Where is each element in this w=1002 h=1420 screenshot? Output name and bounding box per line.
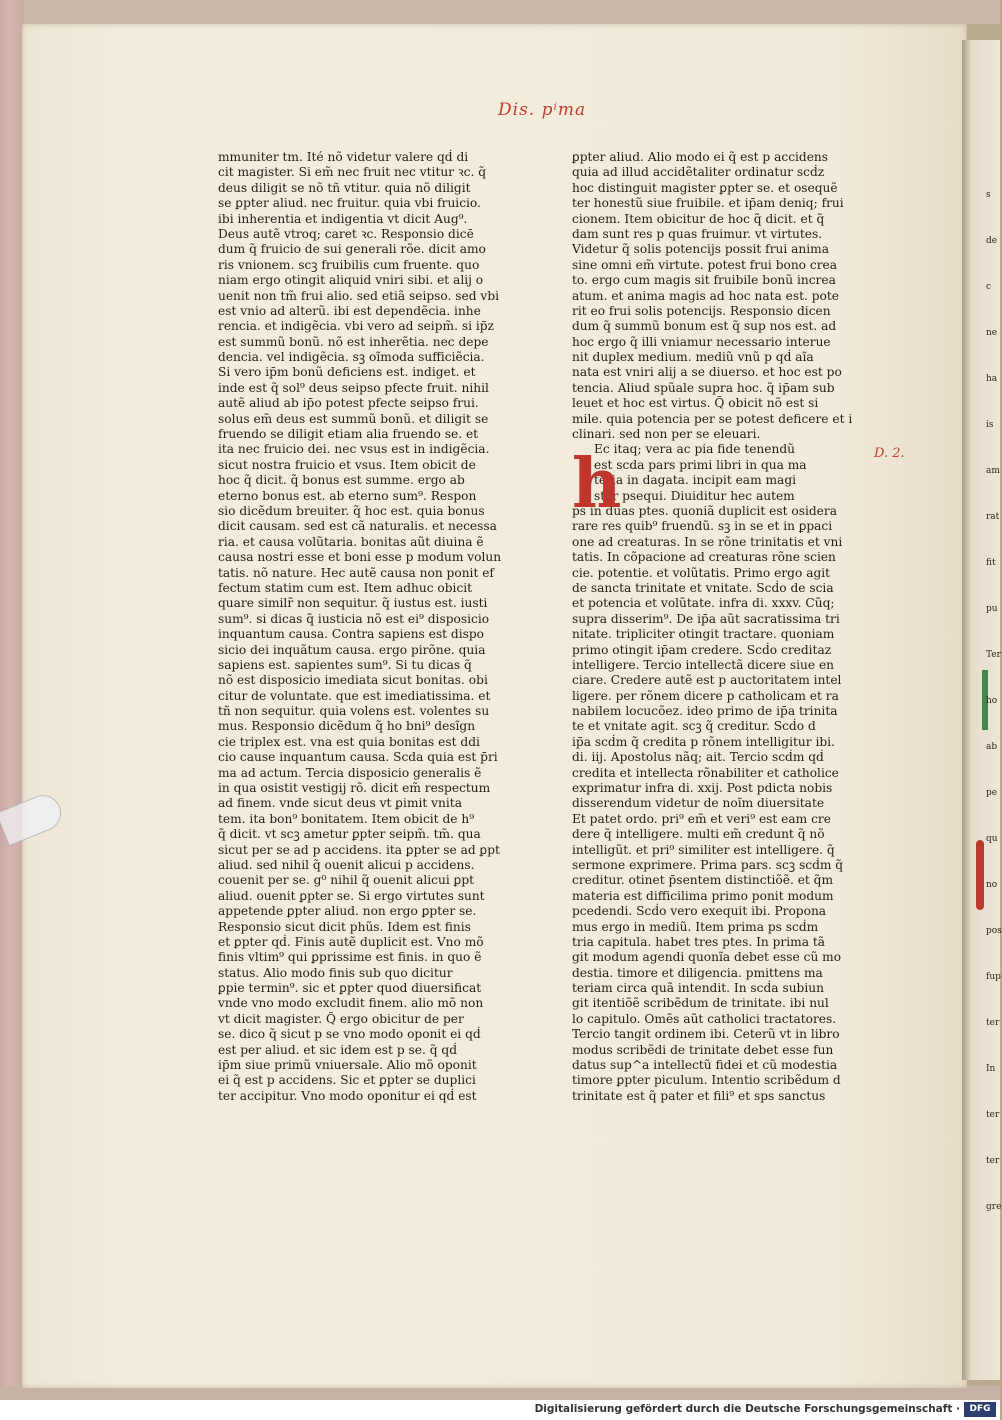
- next-page-fragment: ha: [986, 374, 998, 384]
- text-line: di. iij. Apostolus nãq; ait. Tercio scḋm qḋ: [572, 750, 824, 765]
- text-line: atum. et anima magis ad hoc nata est. pote: [572, 288, 840, 303]
- text-line: timore ꝑpter piculum. Intentio scribẽdum d: [572, 1073, 841, 1088]
- text-line: cio cause inquantum causa. Scda quia est p̄ri: [218, 750, 498, 765]
- text-line: materia est difficilima primo ponit modum: [572, 888, 834, 903]
- text-line: nõ est disposicio imediata sicut bonitas. obi: [218, 673, 488, 688]
- text-line: sapiens est. sapientes sum⁹. Si tu dicas q̃: [218, 657, 472, 672]
- text-line: rencia. et indigẽcia. vbi vero ad seipm̃. si ip̄z: [218, 319, 494, 334]
- next-page-fragment: ter: [986, 1110, 1000, 1120]
- next-page-fragment: fup: [986, 972, 1001, 982]
- text-line: ter accipitur. Vno modo oponitur ei qḋ est: [218, 1088, 477, 1103]
- text-line: ria. et causa volũtaria. bonitas aũt diuina ẽ: [218, 534, 484, 549]
- text-line: uenit non tm̃ frui alio. sed etiã seipso. sed vbi: [218, 288, 500, 303]
- text-line: intelligere. Tercio intellectã dicere siue en: [572, 657, 835, 672]
- right-column: [572, 150, 864, 1104]
- next-page-fragment: pu: [986, 604, 998, 614]
- text-line: ligere. per rõnem dicere p catholicam et ra: [572, 688, 839, 703]
- text-line: dere q̃ intelligere. multi em̃ credunt q̃ nõ: [572, 827, 825, 842]
- text-line: Et patet ordo. pri⁹ em̃ et veri⁹ est eam cre: [572, 811, 831, 826]
- next-page-fragment: fit: [986, 558, 996, 568]
- text-line: mile. quia potencia per se potest deficere et i: [572, 411, 853, 426]
- text-line: ibi inherentia et indigentia vt dicit Aug⁹.: [218, 211, 468, 226]
- text-line: git modum agendi quonĩa debet esse cũ mo: [572, 950, 842, 965]
- text-line: dum q̃ summũ bonum est q̃ sup nos est. ad: [572, 319, 837, 334]
- text-line: q̃ dicit. vt scꝫ ametur ꝑpter seipm̃. tm̃. qua: [218, 827, 481, 842]
- text-line: quia ad illud accidẽtaliter ordinatur scḋz: [572, 165, 825, 180]
- text-line: hoc ergo q̃ illi vniamur necessario interue: [572, 334, 831, 349]
- text-line: destia. timore et diligencia. pmittens ma: [572, 965, 823, 980]
- dfg-logo: DFG: [964, 1402, 996, 1417]
- text-line: ad finem. vnde sicut deus vt ꝑimit vnita: [218, 796, 462, 811]
- binding-edge-left: [0, 0, 24, 1400]
- text-line: citur de voluntate. que est imediatissima. et: [218, 688, 491, 703]
- text-line: Videtur q̃ solis potencijs possit frui anima: [572, 242, 829, 257]
- text-line: sine omni em̃ virtute. potest frui bono crea: [572, 257, 838, 272]
- text-line: ꝑpter aliud. Alio modo ei q̃ est p accidens: [572, 150, 829, 164]
- binding-edge-bottom: [0, 1386, 1000, 1400]
- text-line: quare similr̃ non sequitur. q̃ iustus est. iusti: [218, 596, 488, 611]
- text-line: est vnio ad alterũ. ibi est dependẽcia. inhe: [218, 303, 481, 318]
- next-page-fragment: no: [986, 880, 998, 890]
- next-page-fragment: pos: [986, 926, 1002, 936]
- text-line: tñ non sequitur. quia volens est. volentes su: [218, 704, 490, 719]
- next-page-fragment: qu: [986, 834, 998, 844]
- text-line: et ꝑpter qḋ. Finis autẽ duplicit est. Vno mõ: [218, 934, 484, 949]
- text-line: deus diligit se nõ tñ vtitur. quia nõ diligit: [218, 180, 471, 195]
- text-line: teria in dagata. incipit eam magi: [594, 473, 797, 488]
- text-line: tatis. nõ nature. Hec autẽ causa non ponit ef: [218, 565, 494, 580]
- text-line: ster psequi. Diuiditur hec autem: [594, 488, 795, 503]
- text-line: pcedendi. Scḋo vero exequit ibi. Propona: [572, 904, 827, 919]
- text-line: Ec itaq; vera ac pia fide tenendũ: [594, 442, 795, 457]
- text-line: hoc distinguit magister ꝑpter se. et osequẽ: [572, 180, 838, 195]
- text-line: rare res quib⁹ fruendũ. sꝫ in se et in ꝑpaci: [572, 519, 833, 534]
- text-line: Si vero ip̄m bonũ deficiens est. indiget. et: [218, 365, 476, 380]
- next-page-fragment: de: [986, 236, 998, 246]
- next-page-fragment: pe: [986, 788, 998, 798]
- text-line: modus scribẽdi de trinitate debet esse fun: [572, 1042, 834, 1057]
- text-line: Tercio tangit ordinem ibi. Ceterũ vt in libro: [572, 1027, 840, 1042]
- footer-credit: Digitalisierung gefördert durch die Deutsche Forschungsgemeinschaft ·: [534, 1403, 960, 1415]
- text-line: mus ergo in mediũ. Item prima ps scḋm: [572, 919, 819, 934]
- text-line: se. dico q̃ sicut p se vno modo oponit ei qḋ: [218, 1027, 481, 1042]
- text-line: tem. ita bon⁹ bonitatem. Item obicit de h⁹: [218, 811, 475, 826]
- text-line: est scda pars primi libri in qua ma: [594, 457, 807, 472]
- text-line: vt dicit magister. Q̃ ergo obicitur de per: [218, 1011, 464, 1026]
- next-page-fragment: c: [986, 282, 992, 292]
- next-page-fragment: ab: [986, 742, 998, 752]
- text-line: sum⁹. si dicas q̃ iusticia nõ est ei⁹ disposicio: [218, 611, 490, 626]
- text-line: git itentiõẽ scribẽdum de trinitate. ibi nul: [572, 996, 829, 1011]
- text-line: nitate. tripliciter otingit tractare. quoniam: [572, 627, 835, 642]
- text-line: te et vnitate agit. scꝫ q̃ creditur. Scḋo d: [572, 719, 816, 734]
- text-line: inquantum causa. Contra sapiens est dispo: [218, 627, 485, 642]
- text-line: ei q̃ est p accidens. Sic et ꝑpter se duplici: [218, 1073, 476, 1088]
- text-line: ita nec fruicio dei. nec vsus est in indigẽcia.: [218, 442, 490, 457]
- binding-edge-top: [0, 0, 1000, 24]
- margin-note: D. 2.: [874, 446, 905, 461]
- text-line: est summũ bonũ. nõ est inherẽtia. nec depe: [218, 334, 489, 349]
- text-line: cie triplex est. vna est quia bonitas est ddi: [218, 734, 480, 749]
- text-line: vnde vno modo excludit finem. alio mõ non: [218, 996, 484, 1011]
- text-line: nata est vniri alij a se diuerso. et hoc est po: [572, 365, 842, 380]
- text-line: ciare. Credere autẽ est p auctoritatem intel: [572, 673, 842, 688]
- text-line: Deus autẽ vtroq; caret ꝛc. Responsio dicē: [218, 226, 474, 241]
- text-line: autẽ aliud ab ip̄o potest pfecte seipso frui.: [218, 396, 479, 411]
- text-line: tencia. Aliud spũale supra hoc. q̃ ip̄am sub: [572, 380, 835, 395]
- text-line: appetende ꝑpter aliud. non ergo ꝑpter se.: [218, 904, 477, 919]
- rubric-mark: [976, 840, 984, 910]
- text-line: causa nostri esse et boni esse p modum volun: [218, 550, 502, 565]
- text-line: ter honestũ siue fruibile. et ip̄am deniq; frui: [572, 196, 844, 211]
- text-line: one ad creaturas. In se rõne trinitatis et vni: [572, 534, 843, 549]
- text-line: status. Alio modo finis sub quo dicitur: [218, 965, 453, 980]
- text-line: hoc q̃ dicit. q̃ bonus est summe. ergo ab: [218, 473, 465, 488]
- text-line: sio dicẽdum breuiter. q̃ hoc est. quia bonus: [218, 503, 485, 518]
- text-line: ma ad actum. Tercia disposicio generalis ẽ: [218, 765, 482, 780]
- text-line: Responsio sicut dicit phũs. Idem est finis: [218, 919, 471, 934]
- next-page-fragment: gre: [986, 1202, 1002, 1212]
- text-line: intelligũt. et pri⁹ similiter est intelligere. q̃: [572, 842, 835, 857]
- text-line: ꝑpie termin⁹. sic et ꝑpter quod diuersificat: [218, 981, 482, 996]
- text-line: supra disserim⁹. De ip̄a aũt sacratissima tri: [572, 611, 840, 626]
- text-line: niam ergo otingit aliquid vniri sibi. et alij o: [218, 273, 484, 288]
- text-line: cie. potentie. et volũtatis. Primo ergo agit: [572, 565, 831, 580]
- text-line: exprimatur infra di. xxij. Post pdicta nobis: [572, 781, 833, 796]
- text-line: et potencia et volũtate. infra di. xxxv. Cũq;: [572, 596, 835, 611]
- next-page-fragment: is: [986, 420, 994, 430]
- text-line: sermone exprimere. Prima pars. scꝫ scḋm q̃: [572, 857, 844, 872]
- text-line: couenit per se. g⁰ nihil q̃ ouenit alicui ꝑpt: [218, 873, 475, 888]
- text-line: dencia. vel indigẽcia. sꝫ oĩmoda sufficiẽcia.: [218, 350, 485, 365]
- text-line: primo otingit ip̄am credere. Scḋo creditaz: [572, 642, 832, 657]
- text-line: se ꝑpter aliud. nec fruitur. quia vbi fruicio.: [218, 196, 481, 211]
- text-line: de sancta trinitate et vnitate. Scḋo de scia: [572, 580, 834, 595]
- text-line: credita et intellecta rõnabiliter et catholice: [572, 765, 839, 780]
- text-line: leuet et hoc est virtus. Q̃ obicit nõ est si: [572, 396, 819, 411]
- next-page-fragment: s: [986, 190, 991, 200]
- text-line: ip̄a scḋm q̃ credita p rõnem intelligitur ibi.: [572, 734, 835, 749]
- text-line: tatis. In cõpacione ad creaturas rõne scien: [572, 550, 836, 565]
- text-line: rit eo frui solis potencijs. Responsio dicen: [572, 303, 831, 318]
- initial-letter: h: [572, 444, 622, 524]
- next-page-fragment: am: [986, 466, 1000, 476]
- left-column: [218, 150, 510, 1104]
- text-line: fruendo se diligit etiam alia fruendo se. et: [218, 427, 479, 442]
- next-page-fragment: ne: [986, 328, 998, 338]
- text-line: trinitate est q̃ pater et fili⁹ et sps sanctus: [572, 1088, 826, 1103]
- text-line: cit magister. Si em̃ nec fruit nec vtitur ꝛc. q̃: [218, 165, 487, 180]
- text-line: disserendum videtur de noĩm diuersitate: [572, 796, 825, 811]
- text-line: solus em̃ deus est summũ bonũ. et diligit se: [218, 411, 489, 426]
- text-line: finis vltim⁹ qui ꝑprissime est finis. in quo ẽ: [218, 950, 482, 965]
- text-line: sicio dei inquãtum causa. ergo pirõne. quia: [218, 642, 486, 657]
- text-line: aliud. ouenit ꝑpter se. Si ergo virtutes sunt: [218, 888, 485, 903]
- text-line: clinari. sed non per se eleuari.: [572, 427, 761, 442]
- text-line: est per aliud. et sic idem est p se. q̃ qḋ: [218, 1042, 458, 1057]
- text-line: dum q̃ fruicio de sui generali rõe. dicit amo: [218, 242, 486, 257]
- text-line: nabilem locucõez. ideo primo de ip̄a trinita: [572, 704, 838, 719]
- text-line: mmuniter tm. Ité nõ videtur valere qḋ di: [218, 150, 469, 164]
- text-line: ps in duas ptes. quoniã duplicit est osidera: [572, 503, 837, 518]
- next-page-fragment: rat: [986, 512, 1000, 522]
- text-line: sicut nostra fruicio et vsus. Item obicit de: [218, 457, 476, 472]
- text-line: tria capitula. habet tres ptes. In prima tã: [572, 934, 826, 949]
- text-line: teriam circa quã intendit. In scḋa subiun: [572, 981, 824, 996]
- text-line: fectum statim cum est. Item adhuc obicit: [218, 580, 473, 595]
- text-line: dicit causam. sed est cã naturalis. et necessa: [218, 519, 497, 534]
- running-heading: Dis. pⁱma: [498, 100, 587, 120]
- next-leaf-edge: [962, 40, 1000, 1380]
- text-line: in qua osistit vestigij rõ. dicit em̃ respectum: [218, 781, 491, 796]
- text-line: cionem. Item obicitur de hoc q̃ dicit. et q̃: [572, 211, 825, 226]
- text-line: creditur. otinet p̄sentem distinctiõẽ. et q̃m: [572, 873, 834, 888]
- text-line: ris vnionem. scꝫ fruibilis cum fruente. quo: [218, 257, 480, 272]
- next-page-fragment: Ter: [986, 650, 1001, 660]
- text-line: nit duplex medium. mediũ vnũ p qḋ aĩa: [572, 350, 814, 365]
- next-page-fragment: ho: [986, 696, 998, 706]
- footer-bar: [0, 1400, 1000, 1420]
- text-line: to. ergo cum magis sit fruibile bonũ increa: [572, 273, 836, 288]
- next-page-fragment: ter: [986, 1156, 1000, 1166]
- text-line: sicut per se ad p accidens. ita ꝑpter se ad ꝑpt: [218, 842, 500, 857]
- next-page-fragment: In: [986, 1064, 996, 1074]
- text-line: dam sunt res p quas fruimur. vt virtutes.: [572, 226, 823, 241]
- text-line: lo capitulo. Omẽs aũt catholici tractatores.: [572, 1011, 837, 1026]
- text-line: eterno bonus est. ab eterno sum⁹. Respon: [218, 488, 477, 503]
- text-line: aliud. sed nihil q̃ ouenit alicui p accidens.: [218, 857, 475, 872]
- text-line: inde est q̃ sol⁹ deus seipso pfecte fruit. nihil: [218, 380, 489, 395]
- text-line: ip̄m siue primũ vniuersale. Alio mõ oponit: [218, 1058, 477, 1073]
- next-page-fragment: ter: [986, 1018, 1000, 1028]
- text-line: datus sup^a intellectũ fidei et cũ modestia: [572, 1058, 838, 1073]
- text-line: mus. Responsio dicẽdum q̃ ho bni⁹ desĩgn: [218, 719, 476, 734]
